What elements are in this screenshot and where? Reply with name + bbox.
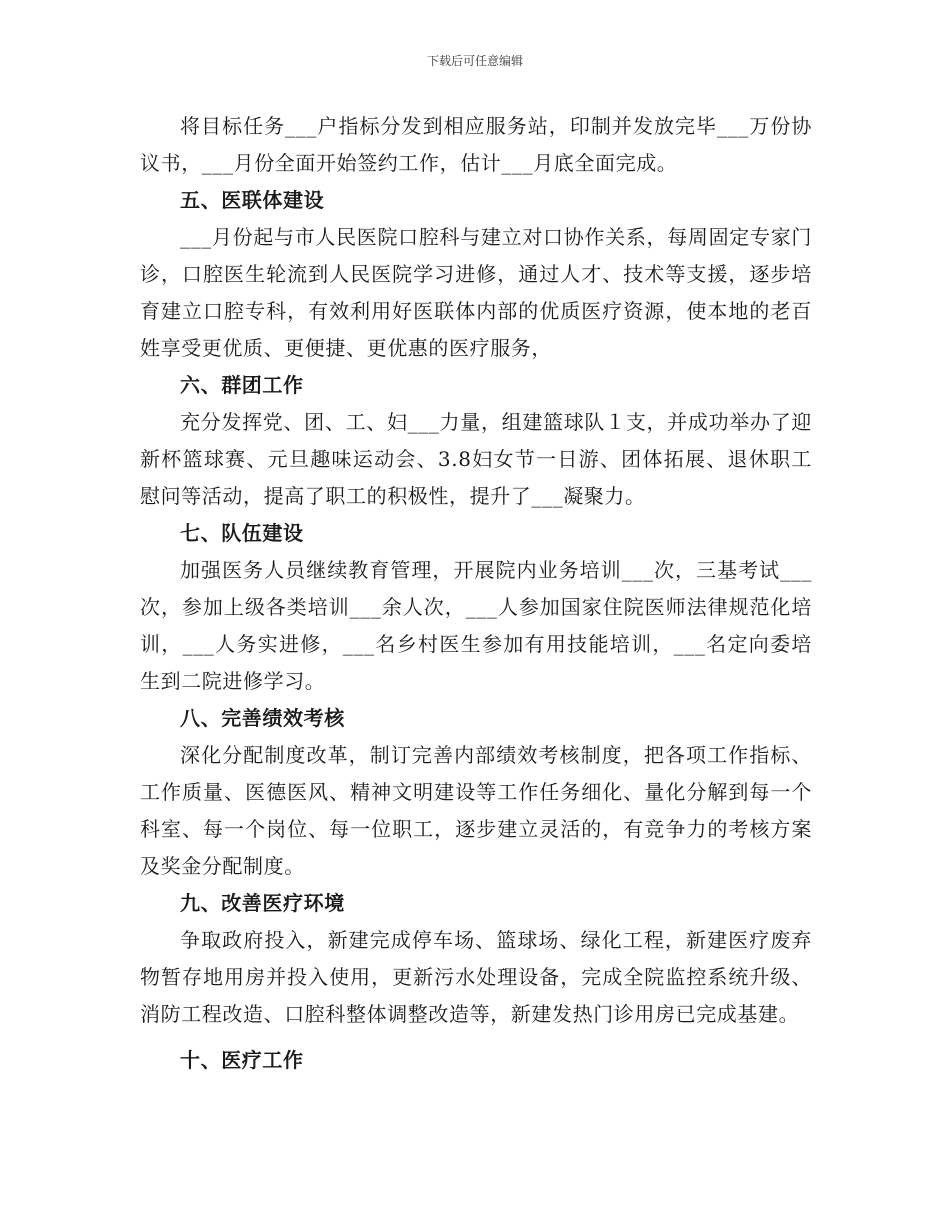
document-body [140,108,812,1079]
paragraph-team-building: 加强医务人员继续教育管理，开展院内业务培训___次，三基考试___次，参加上级各类培训___余人次，___人参加国家住院医师法律规范化培训，___人务实进修，___名乡村医生参加有用技能培训，___名定向委培生到二院进修学习。 [140,558,812,693]
paragraph-performance-assessment: 深化分配制度改革，制订完善内部绩效考核制度，把各项工作指标、工作质量、医德医风、精神文明建设等工作任务细化、量化分解到每一个科室、每一个岗位、每一位职工，逐步建立灵活的，有竞争力的考核方案及奖金分配制度。 [140,743,812,878]
page-header: 下载后可任意编辑 [426,54,523,68]
paragraph-signing-work: 将目标任务___户指标分发到相应服务站，印制并发放完毕___万份协议书，___月份全面开始签约工作，估计___月底全面完成。 [140,114,812,175]
heading-performance-assessment: 八、完善绩效考核 [180,706,345,730]
paragraph-medical-alliance: ___月份起与市人民医院口腔科与建立对口协作关系，每周固定专家门诊，口腔医生轮流到人民医院学习进修，通过人才、技术等支援，逐步培育建立口腔专科，有效利用好医联体内部的优质医疗资源，使本地的老百姓享受更优质、更便捷、更优惠的医疗服务， [140,225,812,360]
heading-medical-alliance: 五、医联体建设 [180,188,325,212]
heading-mass-organization: 六、群团工作 [180,373,304,397]
heading-team-building: 七、队伍建设 [180,521,304,545]
paragraph-medical-environment: 争取政府投入，新建完成停车场、篮球场、绿化工程，新建医疗废弃物暂存地用房并投入使用，更新污水处理设备，完成全院监控系统升级、消防工程改造、口腔科整体调整改造等，新建发热门诊用房已完成基建。 [140,928,812,1026]
heading-medical-environment: 九、改善医疗环境 [180,891,345,915]
paragraph-mass-organization: 充分发挥党、团、工、妇___力量，组建篮球队１支，并成功举办了迎新杯篮球赛、元旦趣味运动会、3.8妇女节一日游、团体拓展、退休职工慰问等活动，提高了职工的积极性，提升了___凝聚力。 [140,410,812,508]
heading-medical-work: 十、医疗工作 [180,1048,304,1072]
